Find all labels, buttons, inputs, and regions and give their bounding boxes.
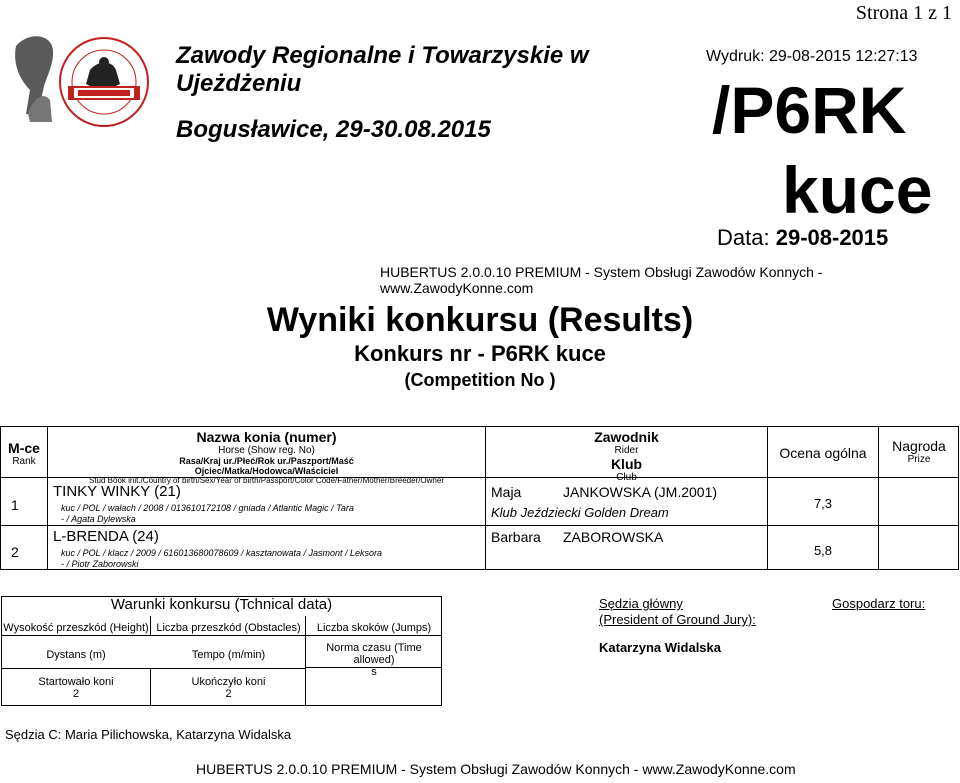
row2-rider-first: Barbara [491, 529, 541, 545]
system-footer-top: HUBERTUS 2.0.0.10 PREMIUM - System Obsługi Zawodów Konnych - www.ZawodyKonne.com [380, 264, 823, 296]
event-title: Zawody Regionalne i Towarzyskie w Ujeżdżeniu [176, 42, 589, 97]
rider-header: Zawodnik Rider Klub Club [594, 429, 659, 483]
row2-horse: L-BRENDA (24) [53, 528, 159, 545]
row1-rider-last: JANKOWSKA (JM.2001) [563, 484, 718, 500]
cond-started: Startowało koni 2 [38, 676, 114, 700]
horse-header: Nazwa konia (numer) Horse (Show reg. No) Rasa/Kraj ur./Płeć/Rok ur./Paszport/Maść Ojciec/Matka/Hodowca/Właściciel Stud Book init./Country of birth/Sex/Year of birth/Passport/Color Code/Father/Mother/Breeder/Owner [89, 429, 444, 485]
results-subtitle: Konkurs nr - P6RK kuce [354, 341, 606, 366]
row1-score: 7,3 [813, 496, 833, 511]
page-indicator: Strona 1 z 1 [855, 2, 952, 24]
row1-horse-details: kuc / POL / wałach / 2008 / 013610172108 / gniada / Atlantic Magic / Tara [61, 503, 354, 513]
judge-c: Sędzia C: Maria Pilichowska, Katarzyna Widalska [5, 727, 292, 742]
system-footer-bottom: HUBERTUS 2.0.0.10 PREMIUM - System Obsługi Zawodów Konnych - www.ZawodyKonne.com [196, 761, 796, 777]
row1-rider-first: Maja [491, 484, 522, 500]
competition-date [717, 225, 888, 251]
competition-category: kuce [782, 153, 933, 227]
date-label: Data: [717, 225, 770, 250]
rank-header: M-ce Rank [8, 440, 40, 467]
row2-horse-owner: - / Piotr Zaborowski [61, 559, 139, 569]
row2-horse-details: kuc / POL / klacz / 2009 / 616013680078609 / kasztanowata / Jasmont / Leksora [61, 548, 383, 558]
cond-obstacles: Liczba przeszkód (Obstacles) [156, 622, 301, 634]
results-table [0, 426, 959, 570]
print-timestamp: Wydruk: 29-08-2015 12:27:13 [706, 48, 918, 65]
chief-judge-label: Sędzia główny (President of Ground Jury): [599, 596, 756, 627]
date-value: 29-08-2015 [775, 225, 889, 250]
row1-horse-owner: - / Agata Dylewska [61, 514, 136, 524]
chief-judge-name: Katarzyna Widalska [599, 640, 721, 655]
results-competition-no: (Competition No ) [404, 370, 556, 390]
row1-club: Klub Jeździecki Golden Dream [491, 505, 669, 520]
conditions-table [1, 596, 442, 706]
row2-rank: 2 [11, 544, 19, 560]
row1-horse: TINKY WINKY (21) [53, 483, 181, 500]
conditions-title: Warunki konkursu (Tchnical data) [110, 596, 333, 613]
results-title: Wyniki konkursu (Results) [266, 301, 694, 339]
cond-height: Wysokość przeszkód (Height) [3, 622, 149, 634]
row2-rider-last: ZABOROWSKA [563, 529, 664, 545]
cond-time-allowed: Norma czasu (Time allowed) s [326, 642, 422, 678]
event-place-date: Bogusławice, 29-30.08.2015 [176, 116, 491, 143]
score-header: Ocena ogólna [779, 445, 867, 461]
cond-jumps: Liczba skoków (Jumps) [316, 622, 432, 634]
cond-distance: Dystans (m) [46, 649, 106, 661]
event-logo [8, 26, 168, 131]
competition-code: /P6RK [712, 73, 907, 147]
course-host-label: Gospodarz toru: [832, 596, 926, 611]
cond-tempo: Tempo (m/min) [191, 649, 266, 661]
row1-rank: 1 [11, 497, 19, 513]
cond-finished: Ukończyło koni 2 [191, 676, 266, 700]
row2-score: 5,8 [813, 543, 833, 558]
prize-header: Nagroda Prize [892, 438, 946, 465]
